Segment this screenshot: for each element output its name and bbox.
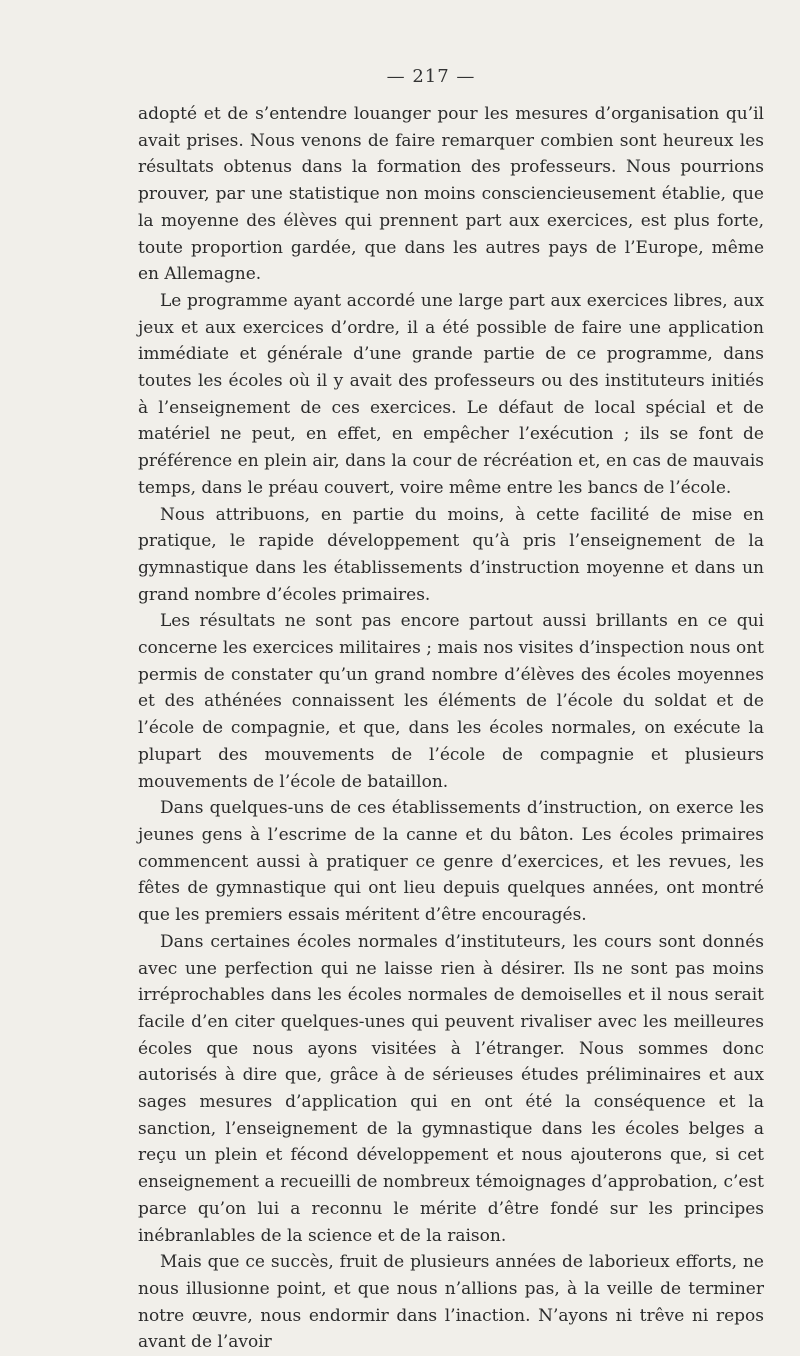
paragraph: Dans certaines écoles normales d’instituteurs, les cours sont donnés avec une perfection qui ne laisse rien à désirer. Ils ne sont pas moins irréprochables dans les écoles normales de demoiselles et il nous serait facile d’en citer quelques-unes qui peuvent rivaliser avec les meilleures écoles que nous ayons visitées à l’étranger. Nous sommes donc autorisés à dire que, grâce à de sérieuses études préliminaires et aux sages mesures d’application qui en ont été la conséquence et la sanction, l’enseignement de la gymnastique dans les écoles belges a reçu un plein et fécond développement et nous ajouterons que, si cet enseignement a recueilli de nombreux témoignages d’approbation, c’est parce qu’on lui a reconnu le mérite d’être fondé sur les principes inébranlables de la science et de la raison. bbox=[138, 931, 764, 1246]
body-text bbox=[138, 101, 764, 1356]
page-number: — 217 — bbox=[386, 66, 476, 87]
paragraph: Nous attribuons, en partie du moins, à cette facilité de mise en pratique, le rapide développement qu’à pris l’enseignement de la gymnastique dans les établissements d’instruction moyenne et dans un grand nombre d’écoles primaires. bbox=[138, 504, 764, 605]
paragraph: Mais que ce succès, fruit de plusieurs années de laborieux efforts, ne nous illusionne point, et que nous n’allions pas, à la veille de terminer notre œuvre, nous endormir dans l’inaction. N’ayons ni trêve ni repos avant de l’avoir bbox=[138, 1252, 764, 1353]
paragraph: Dans quelques-uns de ces établissements d’instruction, on exerce les jeunes gens à l’escrime de la canne et du bâton. Les écoles primaires commencent aussi à pratiquer ce genre d’exercices, et les revues, les fêtes de gymnastique qui ont lieu depuis quelques années, ont montré que les premiers essais méritent d’être encouragés. bbox=[138, 798, 764, 926]
paragraph: Les résultats ne sont pas encore partout aussi brillants en ce qui concerne les exercices militaires ; mais nos visites d’inspection nous ont permis de constater qu’un grand nombre d’élèves des écoles moyennes et des athénées connaissent les éléments de l’école du soldat et de l’école de compagnie, et que, dans les écoles normales, on exécute la plupart des mouvements de l’école de compagnie et plusieurs mouvements de l’école de bataillon. bbox=[138, 611, 764, 792]
paragraph-continued: adopté et de s’entendre louanger pour les mesures d’organisation qu’il avait prises. Nous venons de faire remarquer combien sont heureux les résultats obtenus dans la formation des professeurs. Nous pourrions prouver, par une statistique non moins consciencieusement établie, que la moyenne des élèves qui prennent part aux exercices, est plus forte, toute proportion gardée, que dans les autres pays de l’Europe, même en Allemagne. bbox=[138, 104, 764, 285]
paragraph: Le programme ayant accordé une large part aux exercices libres, aux jeux et aux exercices d’ordre, il a été possible de faire une application immédiate et générale d’une grande partie de ce programme, dans toutes les écoles où il y avait des professeurs ou des instituteurs initiés à l’enseignement de ces exercices. Le défaut de local spécial et de matériel ne peut, en effet, en empêcher l’exécution ; ils se font de préférence en plein air, dans la cour de récréation et, en cas de mauvais temps, dans le préau couvert, voire même entre les bancs de l’école. bbox=[138, 290, 764, 498]
